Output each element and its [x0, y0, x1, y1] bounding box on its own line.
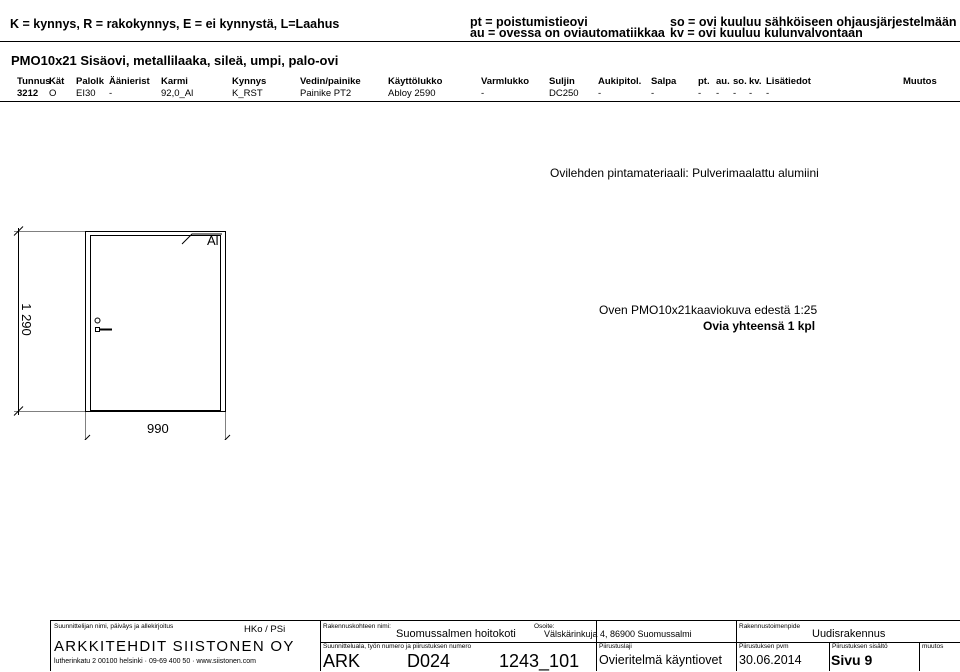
col-kat: Kät [49, 76, 65, 87]
col-salpa: Salpa [651, 76, 677, 87]
project-value: Suomussalmen hoitokoti [396, 628, 516, 640]
col-karmi: Karmi [161, 76, 188, 87]
legend-pt: pt = poistumistieovi [470, 15, 588, 29]
col-lisatiedot: Lisätiedot [766, 76, 811, 87]
col-palolk: Palolk [76, 76, 104, 87]
door-elevation [0, 210, 240, 440]
cell-so: - [733, 88, 737, 99]
cell-pt: - [698, 88, 702, 99]
col-suljin: Suljin [549, 76, 575, 87]
col-so: so. [733, 76, 747, 87]
cell-karmi: 92,0_Al [161, 88, 194, 99]
table-divider [0, 101, 960, 102]
lock-cylinder-icon [95, 318, 100, 323]
height-dimension: 1 290 [18, 303, 34, 336]
cell-vedin: Painike PT2 [300, 88, 352, 99]
company-address: lutherinkatu 2 00100 helsinki · 09-69 400 50 · www.siistonen.com [54, 658, 256, 665]
header-divider [0, 41, 960, 42]
legend-au: au = ovessa on oviautomatiikkaa [470, 26, 665, 40]
col-varmlukko: Varmlukko [481, 76, 530, 87]
designer-value: HKo / PSi [244, 624, 286, 635]
door-title: PMO10x21 Sisäovi, metallilaaka, sileä, umpi, palo-ovi [11, 53, 339, 68]
col-au: au. [716, 76, 730, 87]
company-name: ARKKITEHDIT SIISTONEN OY [54, 638, 295, 655]
width-dimension: 990 [147, 421, 169, 436]
cell-kayttolukko: Abloy 2590 [388, 88, 436, 99]
door-leaf [91, 236, 221, 411]
door-count: Ovia yhteensä 1 kpl [703, 319, 816, 333]
col-pt: pt. [698, 76, 710, 87]
cell-varmlukko: - [481, 88, 485, 99]
cell-lisatiedot: - [766, 88, 770, 99]
cell-aanierist: - [109, 88, 113, 99]
content-label: Piirustuksen sisältö [832, 643, 888, 650]
handle-rose-icon [96, 328, 100, 332]
cell-salpa: - [651, 88, 655, 99]
date-value: 30.06.2014 [739, 653, 802, 667]
numbers-label: Suunnitteluala, työn numero ja piirustuksen numero [323, 643, 472, 650]
field-code: ARK [323, 651, 361, 671]
col-muutos: Muutos [903, 76, 937, 87]
material-tag: Al [207, 233, 219, 248]
surface-note: Ovilehden pintamateriaali: Pulverimaalattu alumiini [550, 166, 819, 180]
drawing-number: D024 [407, 651, 451, 671]
title-block [50, 620, 960, 671]
col-aanierist: Äänierist [109, 76, 150, 87]
designer-label: Suunnittelijan nimi, päiväys ja allekirjoitus [54, 623, 174, 630]
door-frame [86, 232, 226, 412]
col-vedin: Vedin/painike [300, 76, 361, 87]
type-value: Ovieritelmä käyntiovet [599, 653, 722, 667]
view-caption: Oven PMO10x21kaaviokuva edestä 1:25 [599, 303, 818, 317]
cell-au: - [716, 88, 720, 99]
cell-suljin: DC250 [549, 88, 579, 99]
legend-so: so = ovi kuuluu sähköiseen ohjausjärjestelmään [670, 15, 957, 29]
col-aukipitol: Aukipitol. [598, 76, 642, 87]
project-label: Rakennuskohteen nimi: [323, 623, 391, 630]
col-kv: kv. [749, 76, 762, 87]
cell-kat: O [49, 88, 57, 99]
cell-kynnys: K_RST [232, 88, 263, 99]
cell-palolk: EI30 [76, 88, 96, 99]
revision-label: muutos [922, 643, 944, 650]
cell-aukipitol: - [598, 88, 602, 99]
legend-threshold: K = kynnys, R = rakokynnys, E = ei kynnystä, L=Laahus [10, 17, 340, 31]
content-value: Sivu 9 [831, 652, 873, 668]
cell-tunnus: 3212 [17, 88, 39, 99]
address-label: Osoite: [534, 623, 555, 630]
measure-label: Rakennustoimenpide [739, 623, 801, 630]
cell-kv: - [749, 88, 753, 99]
col-tunnus: Tunnus [17, 76, 51, 87]
col-kayttolukko: Käyttölukko [388, 76, 443, 87]
col-kynnys: Kynnys [232, 76, 267, 87]
date-label: Piirustuksen pvm [739, 643, 789, 650]
type-label: Piirustuslaji [599, 643, 632, 650]
measure-value: Uudisrakennus [812, 628, 886, 640]
address-value: Välskärinkuja 4, 86900 Suomussalmi [544, 629, 692, 639]
legend-kv: kv = ovi kuuluu kulunvalvontaan [670, 26, 863, 40]
work-number: 1243_101 [499, 651, 580, 671]
